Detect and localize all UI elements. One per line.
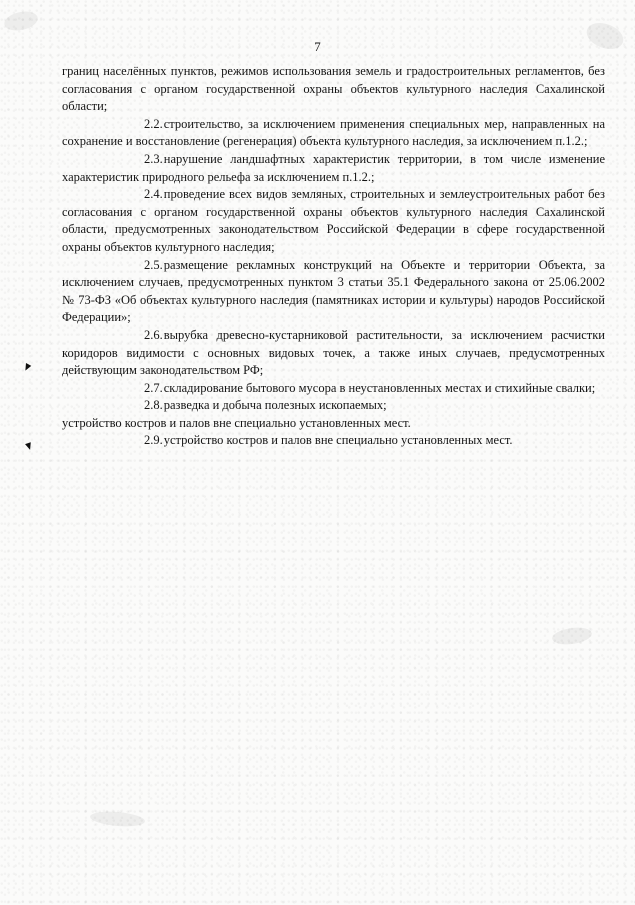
paragraph-number: 2.5. xyxy=(144,257,163,272)
paragraph-2-2 xyxy=(62,116,605,151)
scan-spot xyxy=(3,9,40,34)
paragraph-text: вырубка древесно-кустарниковой растительности, за исключением расчистки коридоров видимости с основных видовых точек, а также иных случаев, предусмотренных действующим законодательством РФ; xyxy=(62,327,605,378)
paragraph-2-6 xyxy=(62,327,605,380)
paragraph-2-9 xyxy=(62,432,605,450)
paragraph-2-8 xyxy=(62,397,605,415)
scan-spot xyxy=(551,625,593,646)
paragraph-number: 2.4. xyxy=(144,187,163,202)
paragraph-2-5 xyxy=(62,257,605,327)
paragraph-text: проведение всех видов земляных, строительных и землеустроительных работ без согласования с органом государственной охраны объектов культурного наследия Сахалинской области, предусмотренных законодательством Российской Федерации в сфере государственной охраны объектов культурного наследия; xyxy=(62,187,605,254)
paragraph-text: строительство, за исключением применения специальных мер, направленных на сохранение и восстановление (регенерация) объекта культурного наследия, за исключением п.1.2.; xyxy=(62,116,605,149)
paragraph-number: 2.6. xyxy=(144,327,163,342)
scan-mark-icon xyxy=(23,363,32,372)
paragraph-2-7 xyxy=(62,380,605,398)
scan-mark-icon xyxy=(25,442,33,451)
paragraph-text: складирование бытового мусора в неустановленных местах и стихийные свалки; xyxy=(163,380,596,395)
paragraph-2-3 xyxy=(62,151,605,186)
paragraph-number: 2.9. xyxy=(144,433,163,448)
paragraph-unnumbered: устройство костров и палов вне специально установленных мест. xyxy=(62,415,411,430)
paragraph-number: 2.7. xyxy=(144,380,163,395)
paragraph-number: 2.8. xyxy=(144,398,163,413)
paragraph-2-4 xyxy=(62,186,605,256)
paragraph-continuation: границ населённых пунктов, режимов использования земель и градостроительных регламентов, без согласования с органом государственной охраны объектов культурного наследия Сахалинской области; xyxy=(62,64,605,114)
scan-spot xyxy=(89,810,145,829)
paragraph-text: разведка и добыча полезных ископаемых; xyxy=(163,398,387,413)
page-number: 7 xyxy=(314,39,321,54)
paragraph-number: 2.3. xyxy=(144,151,163,166)
paragraph-text: размещение рекламных конструкций на Объекте и территории Объекта, за исключением случаев, предусмотренных пунктом 3 статьи 35.1 Федерального закона от 25.06.2002 № 73-ФЗ «Об объектах культурного наследия (памятниках истории и культуры) народов Российской Федерации»; xyxy=(62,257,605,325)
document-text xyxy=(62,63,605,450)
paragraph-number: 2.2. xyxy=(144,116,163,131)
paragraph-text: нарушение ландшафтных характеристик территории, в том числе изменение характеристик природного рельефа за исключением п.1.2.; xyxy=(62,151,605,184)
paragraph-text: устройство костров и палов вне специально установленных мест. xyxy=(163,433,513,448)
